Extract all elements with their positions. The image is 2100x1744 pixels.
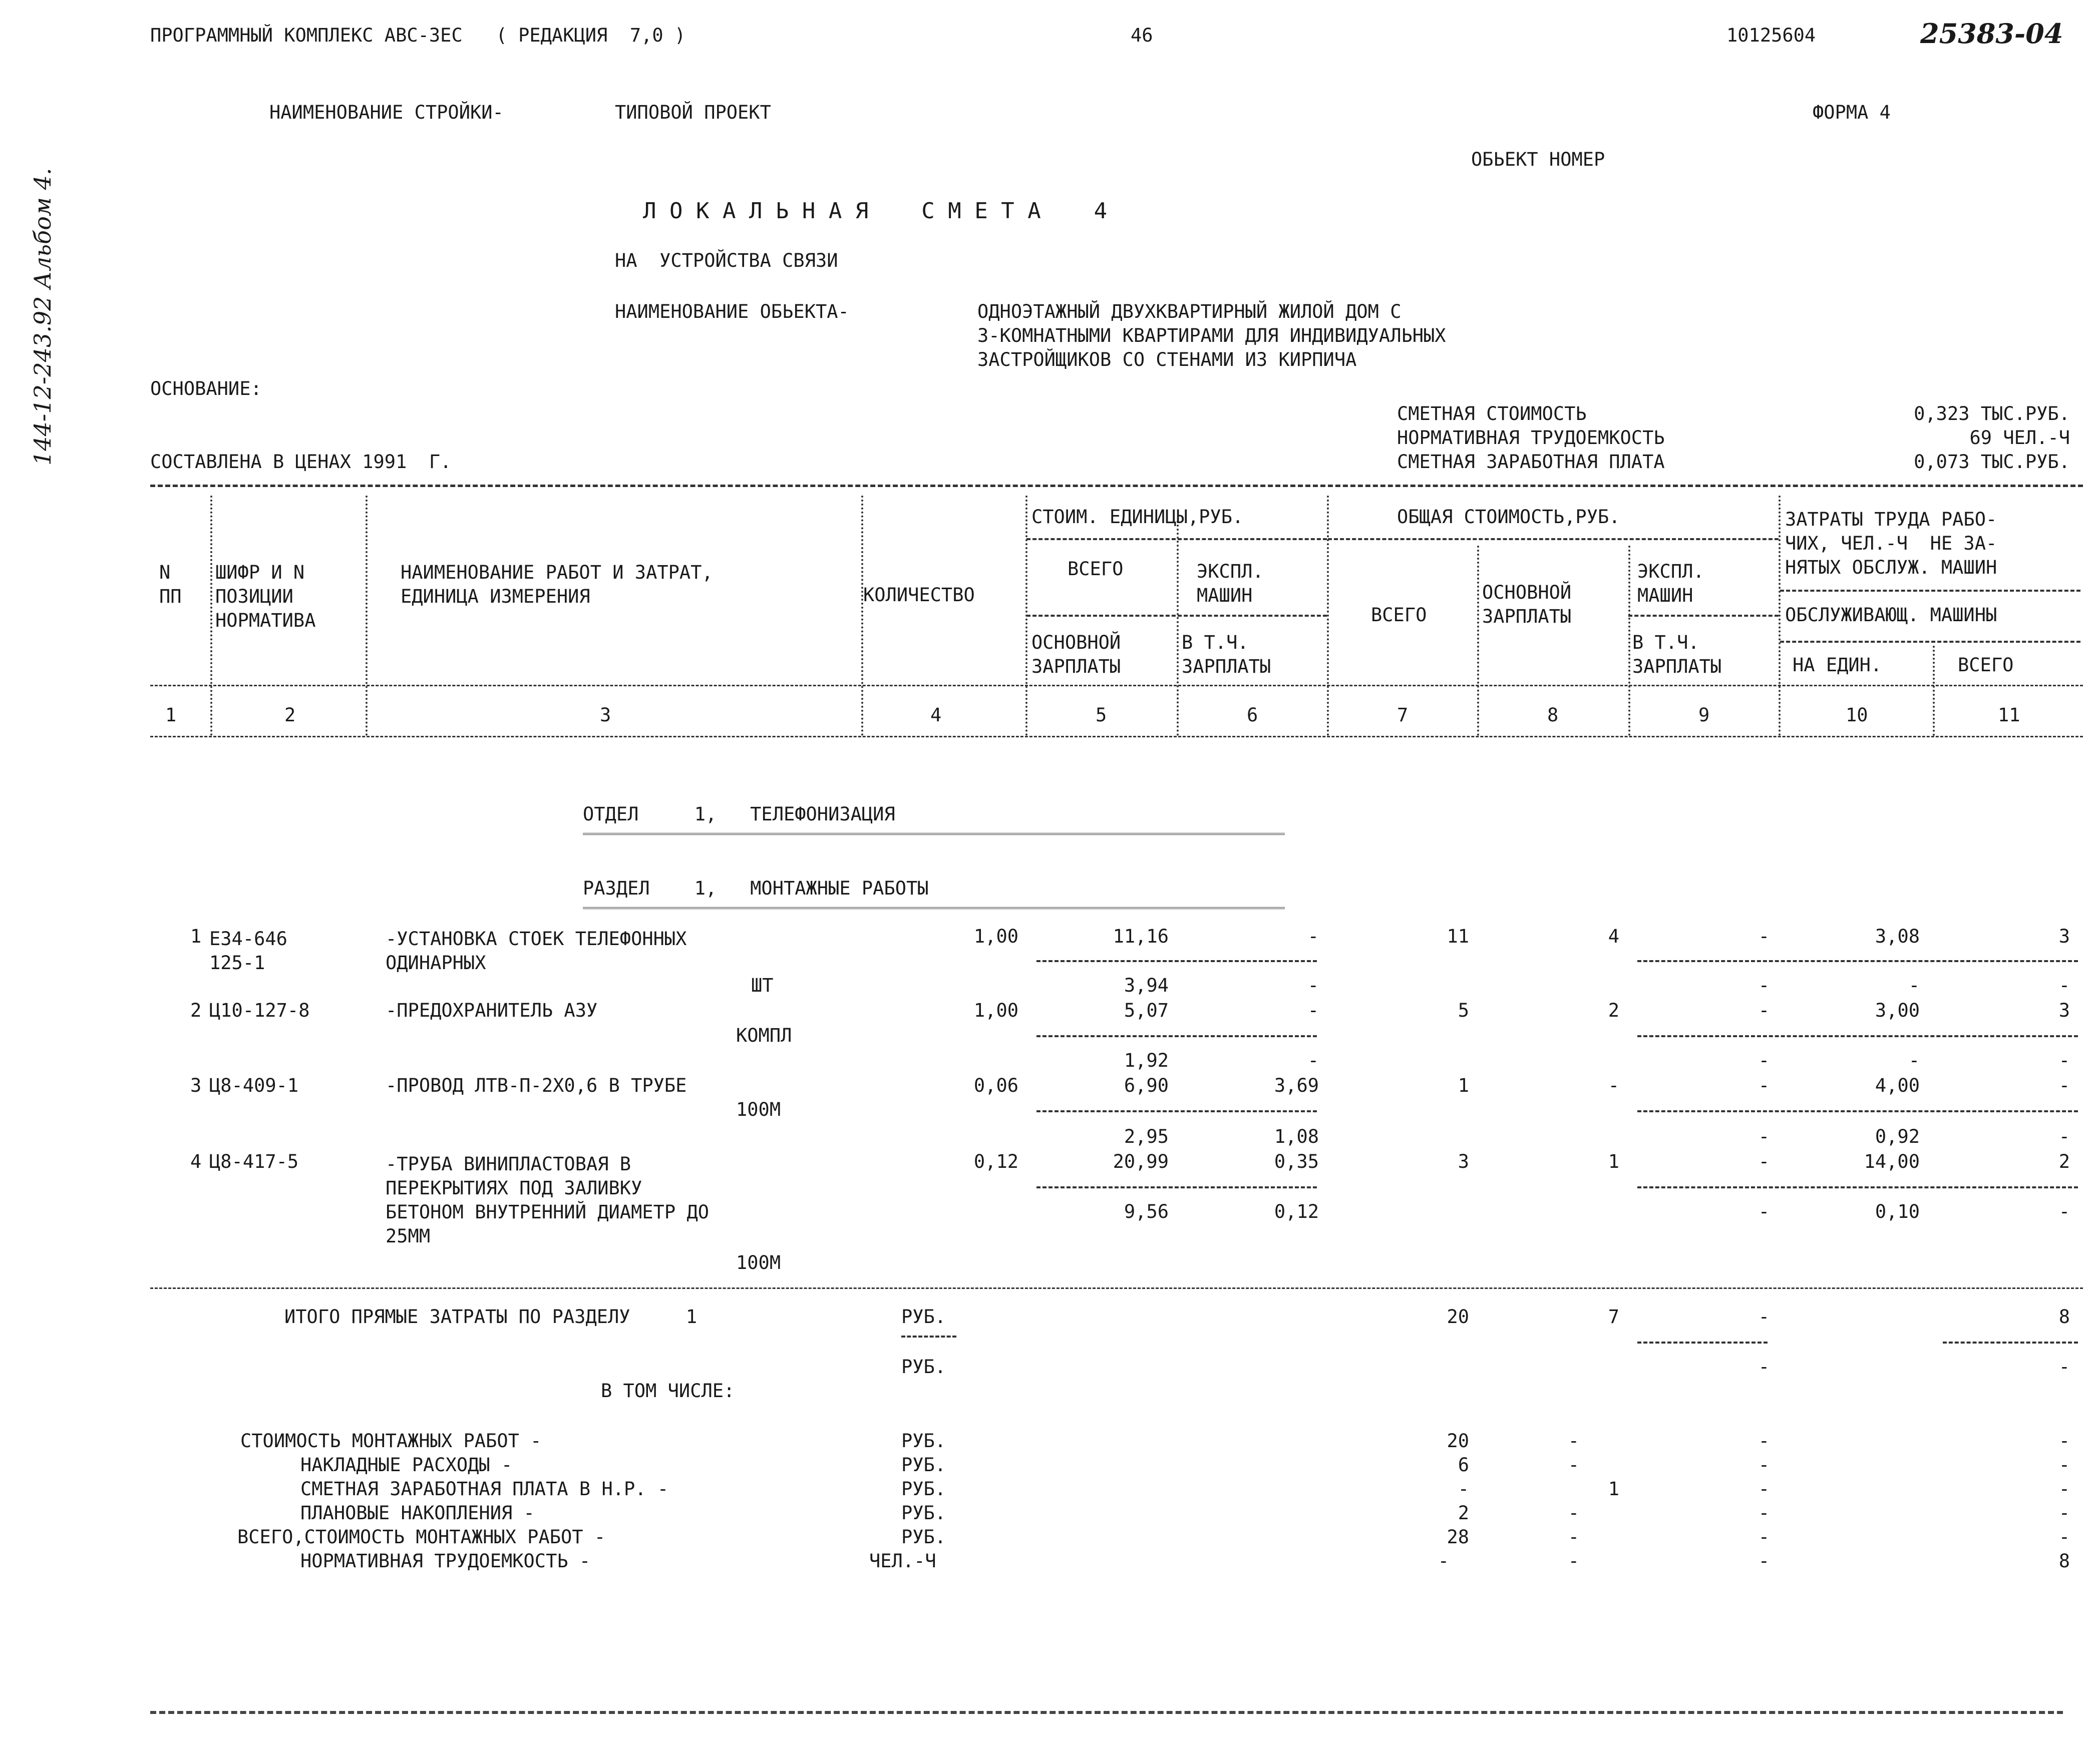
totals-subrule xyxy=(1637,1342,1768,1344)
totals-machine-wage: - xyxy=(1758,1356,1770,1378)
row-subrule xyxy=(1637,960,2078,962)
totals-label: ИТОГО ПРЯМЫЕ ЗАТРАТЫ ПО РАЗДЕЛУ 1 xyxy=(284,1306,697,1328)
col5b-header: ОСНОВНОЙ ЗАРПЛАТЫ xyxy=(1031,632,1121,678)
breakdown-label: СМЕТНАЯ ЗАРАБОТНАЯ ПЛАТА В Н.Р. - xyxy=(300,1478,669,1500)
row-code: Ц10-127-8 xyxy=(209,1000,310,1021)
row-unit-cost: 11,16 xyxy=(1113,926,1169,947)
row-unit-wage: 9,56 xyxy=(1124,1201,1169,1222)
row-total: 5 xyxy=(1458,1000,1469,1021)
estimate-subject: НА УСТРОЙСТВА СВЯЗИ xyxy=(615,250,838,271)
col-sep xyxy=(210,496,212,736)
col-sep xyxy=(366,496,368,736)
side-album-label: 144-12-243.92 Альбом 4. xyxy=(29,168,56,466)
labor-subrule xyxy=(1780,590,2080,592)
total-cost-header: ОБЩАЯ СТОИМОСТЬ,РУБ. xyxy=(1397,506,1620,528)
breakdown-label: ПЛАНОВЫЕ НАКОПЛЕНИЯ - xyxy=(300,1502,535,1524)
col8-header: ОСНОВНОЙ ЗАРПЛАТЫ xyxy=(1482,582,1572,628)
row-number: 4 xyxy=(190,1151,202,1172)
col-number-4: 4 xyxy=(930,704,942,726)
summary-label-wage: СМЕТНАЯ ЗАРАБОТНАЯ ПЛАТА xyxy=(1397,451,1665,473)
summary-label-cost: СМЕТНАЯ СТОИМОСТЬ xyxy=(1397,403,1587,424)
labor-subrule-2 xyxy=(1780,641,2080,643)
object-number: ОБЬЕКТ НОМЕР xyxy=(1471,149,1605,170)
breakdown-labor: - xyxy=(2058,1526,2070,1548)
row-quantity: 1,00 xyxy=(973,926,1018,947)
col1-header: N ПП xyxy=(159,562,182,608)
row-labor-total: 3 xyxy=(2058,1000,2070,1021)
unit-cost-header: СТОИМ. ЕДИНИЦЫ,РУБ. xyxy=(1031,506,1244,528)
breakdown-wage: - xyxy=(1568,1550,1579,1572)
col6-header: ЭКСПЛ. МАШИН xyxy=(1197,561,1264,607)
row-labor-total-machines: - xyxy=(2058,1201,2070,1222)
section-underline xyxy=(583,907,1285,911)
breakdown-wage: 1 xyxy=(1608,1478,1619,1500)
program-header: ПРОГРАММНЫЙ КОМПЛЕКС АВС-3ЕС ( РЕДАКЦИЯ 7,0 ) xyxy=(150,25,686,46)
row-unit-wage: 3,94 xyxy=(1124,975,1169,996)
row-labor-total: 2 xyxy=(2058,1151,2070,1172)
row-code: Ц8-409-1 xyxy=(209,1075,299,1096)
breakdown-total: 2 xyxy=(1458,1502,1469,1524)
row-subrule xyxy=(1637,1110,2078,1112)
row-unit-machines: - xyxy=(1307,926,1319,947)
row-subrule xyxy=(1036,1035,1317,1037)
row-quantity: 0,06 xyxy=(973,1075,1018,1096)
row-labor-total: 3 xyxy=(2058,926,2070,947)
summary-value-cost: 0,323 ТЫС.РУБ. xyxy=(1914,403,2070,424)
breakdown-labor: - xyxy=(2058,1454,2070,1476)
breakdown-machines: - xyxy=(1758,1526,1770,1548)
breakdown-unit: РУБ. xyxy=(901,1478,946,1500)
numbers-bottom-rule xyxy=(150,736,2083,737)
table-top-rule xyxy=(150,485,2083,487)
row-quantity: 0,12 xyxy=(973,1151,1018,1172)
row-unit-machine-wage: 0,12 xyxy=(1274,1201,1319,1222)
row-unit-wage: 1,92 xyxy=(1124,1050,1169,1071)
project-label: НАИМЕНОВАНИЕ СТРОЙКИ- xyxy=(269,102,504,123)
unit-cost-subrule xyxy=(1026,538,1327,540)
row-name: -ПРЕДОХРАНИТЕЛЬ АЗУ xyxy=(386,1000,598,1021)
row-machines: - xyxy=(1758,1151,1770,1172)
object-line-2: 3-КОМНАТНЫМИ КВАРТИРАМИ ДЛЯ ИНДИВИДУАЛЬНЫХ xyxy=(977,325,1446,346)
row-code: Е34-646 125-1 xyxy=(209,928,287,974)
breakdown-label: ВСЕГО,СТОИМОСТЬ МОНТАЖНЫХ РАБОТ - xyxy=(237,1526,606,1548)
breakdown-machines: - xyxy=(1758,1454,1770,1476)
row-machines: - xyxy=(1758,926,1770,947)
totals-rule xyxy=(150,1287,2083,1289)
breakdown-total: 20 xyxy=(1447,1430,1469,1452)
col-number-7: 7 xyxy=(1397,704,1409,726)
row-unit: 100М xyxy=(736,1099,781,1120)
col-sep xyxy=(861,496,863,736)
breakdown-labor: - xyxy=(2058,1430,2070,1452)
totals-labor: 8 xyxy=(2058,1306,2070,1328)
breakdown-labor: - xyxy=(2058,1502,2070,1524)
row-unit-cost: 6,90 xyxy=(1124,1075,1169,1096)
department-heading: ОТДЕЛ 1, ТЕЛЕФОНИЗАЦИЯ xyxy=(583,803,895,825)
col-number-6: 6 xyxy=(1247,704,1258,726)
breakdown-machines: - xyxy=(1758,1430,1770,1452)
estimate-title: Л О К А Л Ь Н А Я С М Е Т А 4 xyxy=(643,198,1108,224)
col-sep xyxy=(1327,496,1329,736)
row-quantity: 1,00 xyxy=(973,1000,1018,1021)
row-total: 11 xyxy=(1447,926,1469,947)
header-bottom-rule xyxy=(150,685,2083,686)
row-base-wage: 4 xyxy=(1608,926,1619,947)
row-machines: - xyxy=(1758,1075,1770,1096)
row-unit-machine-wage: - xyxy=(1307,975,1319,996)
row-labor-total-machines: - xyxy=(2058,975,2070,996)
row-name: -ПРОВОД ЛТВ-П-2Х0,6 В ТРУБЕ xyxy=(386,1075,687,1096)
department-underline xyxy=(583,833,1285,837)
row-unit-wage: 2,95 xyxy=(1124,1126,1169,1147)
breakdown-unit: ЧЕЛ.-Ч xyxy=(869,1550,936,1572)
col-sep xyxy=(1779,496,1781,736)
breakdown-total: - xyxy=(1458,1478,1469,1500)
row-labor-total-machines: - xyxy=(2058,1050,2070,1071)
row-labor-unit-machines: - xyxy=(1908,975,1920,996)
handwritten-stamp: 25383-04 xyxy=(1920,18,2063,50)
including-label: В ТОМ ЧИСЛЕ: xyxy=(601,1380,735,1402)
summary-value-wage: 0,073 ТЫС.РУБ. xyxy=(1914,451,2070,473)
breakdown-unit: РУБ. xyxy=(901,1502,946,1524)
row-labor-unit: 3,08 xyxy=(1875,926,1920,947)
col11-header: ВСЕГО xyxy=(1958,654,2014,676)
prices-year: СОСТАВЛЕНА В ЦЕНАХ 1991 Г. xyxy=(150,451,452,473)
row-base-wage: 2 xyxy=(1608,1000,1619,1021)
unit-cost-subrule-2 xyxy=(1026,615,1327,617)
document-code: 10125604 xyxy=(1726,25,1816,46)
col-number-11: 11 xyxy=(1998,704,2020,726)
row-labor-total-machines: - xyxy=(2058,1126,2070,1147)
row-name: -УСТАНОВКА СТОЕК ТЕЛЕФОННЫХ ОДИНАРНЫХ xyxy=(386,928,687,974)
row-base-wage: - xyxy=(1608,1075,1619,1096)
row-unit-machines: - xyxy=(1307,1000,1319,1021)
breakdown-labor: 8 xyxy=(2058,1550,2070,1572)
row-subrule xyxy=(1637,1186,2078,1188)
row-unit: 100М xyxy=(736,1252,781,1273)
col-number-3: 3 xyxy=(600,704,611,726)
col-sep xyxy=(1177,521,1179,736)
labor-machines-header: ОБСЛУЖИВАЮЩ. МАШИНЫ xyxy=(1785,604,1997,626)
row-machines: - xyxy=(1758,1000,1770,1021)
row-subrule xyxy=(1036,960,1317,962)
row-code: Ц8-417-5 xyxy=(209,1151,299,1172)
project-value: ТИПОВОЙ ПРОЕКТ xyxy=(615,102,771,123)
labor-header: ЗАТРАТЫ ТРУДА РАБО- ЧИХ, ЧЕЛ.-Ч НЕ ЗА- НЯТЫХ ОБСЛУЖ. МАШИН xyxy=(1785,509,1997,579)
basis-label: ОСНОВАНИЕ: xyxy=(150,378,262,399)
breakdown-label: СТОИМОСТЬ МОНТАЖНЫХ РАБОТ - xyxy=(240,1430,542,1452)
col-number-1: 1 xyxy=(165,704,177,726)
breakdown-label: НОРМАТИВНАЯ ТРУДОЕМКОСТЬ - xyxy=(300,1550,591,1572)
form-label: ФОРМА 4 xyxy=(1813,102,1891,123)
breakdown-machines: - xyxy=(1758,1550,1770,1572)
row-labor-unit-machines: 0,10 xyxy=(1875,1201,1920,1222)
summary-label-labor: НОРМАТИВНАЯ ТРУДОЕМКОСТЬ xyxy=(1397,427,1665,449)
row-base-wage: 1 xyxy=(1608,1151,1619,1172)
row-labor-unit: 4,00 xyxy=(1875,1075,1920,1096)
row-unit-machine-wage: - xyxy=(1307,1050,1319,1071)
summary-value-labor: 69 ЧЕЛ.-Ч xyxy=(1969,427,2070,449)
col4-header: КОЛИЧЕСТВО xyxy=(863,584,975,606)
col6b-header: В Т.Ч. ЗАРПЛАТЫ xyxy=(1182,632,1271,678)
breakdown-wage: - xyxy=(1568,1430,1579,1452)
row-number: 2 xyxy=(190,1000,202,1021)
machine-subrule xyxy=(1628,615,1779,617)
page-bottom-rule xyxy=(150,1711,2063,1714)
page-number: 46 xyxy=(1131,25,1153,46)
row-subrule xyxy=(1036,1186,1317,1188)
col7-header: ВСЕГО xyxy=(1371,604,1427,626)
row-machine-wage: - xyxy=(1758,1050,1770,1071)
col3-header: НАИМЕНОВАНИЕ РАБОТ И ЗАТРАТ, ЕДИНИЦА ИЗМЕРЕНИЯ xyxy=(401,562,713,608)
row-unit-machines: 0,35 xyxy=(1274,1151,1319,1172)
row-total: 1 xyxy=(1458,1075,1469,1096)
col-number-9: 9 xyxy=(1698,704,1710,726)
breakdown-wage: - xyxy=(1568,1454,1579,1476)
col-number-2: 2 xyxy=(284,704,296,726)
row-labor-unit: 3,00 xyxy=(1875,1000,1920,1021)
col-number-5: 5 xyxy=(1096,704,1107,726)
col-sep xyxy=(1933,646,1935,736)
breakdown-machines: - xyxy=(1758,1478,1770,1500)
breakdown-unit: РУБ. xyxy=(901,1430,946,1452)
row-total: 3 xyxy=(1458,1151,1469,1172)
col-number-10: 10 xyxy=(1846,704,1868,726)
row-subrule xyxy=(1036,1110,1317,1112)
totals-unit-rule xyxy=(901,1336,956,1338)
row-unit-cost: 5,07 xyxy=(1124,1000,1169,1021)
object-line-3: ЗАСТРОЙЩИКОВ СО СТЕНАМИ ИЗ КИРПИЧА xyxy=(977,349,1357,370)
row-unit: КОМПЛ xyxy=(736,1025,792,1046)
row-machine-wage: - xyxy=(1758,975,1770,996)
totals-total: 20 xyxy=(1447,1306,1469,1328)
row-unit: ШТ xyxy=(751,975,774,996)
row-number: 1 xyxy=(190,926,202,947)
totals-unit: РУБ. xyxy=(901,1306,946,1328)
totals-unit-2: РУБ. xyxy=(901,1356,946,1378)
row-name: -ТРУБА ВИНИПЛАСТОВАЯ В ПЕРЕКРЫТИЯХ ПОД ЗАЛИВКУ БЕТОНОМ ВНУТРЕННИЙ ДИАМЕТР ДО 25ММ xyxy=(386,1153,710,1247)
section-heading: РАЗДЕЛ 1, МОНТАЖНЫЕ РАБОТЫ xyxy=(583,878,929,899)
object-line-1: ОДНОЭТАЖНЫЙ ДВУХКВАРТИРНЫЙ ЖИЛОЙ ДОМ С xyxy=(977,301,1402,322)
breakdown-label: НАКЛАДНЫЕ РАСХОДЫ - xyxy=(300,1454,513,1476)
row-unit-machine-wage: 1,08 xyxy=(1274,1126,1319,1147)
object-label: НАИМЕНОВАНИЕ ОБЬЕКТА- xyxy=(615,301,849,322)
totals-base-wage: 7 xyxy=(1608,1306,1619,1328)
breakdown-labor: - xyxy=(2058,1478,2070,1500)
breakdown-unit: РУБ. xyxy=(901,1454,946,1476)
row-machine-wage: - xyxy=(1758,1126,1770,1147)
col10-header: НА ЕДИН. xyxy=(1793,654,1882,676)
breakdown-wage: - xyxy=(1568,1526,1579,1548)
breakdown-wage: - xyxy=(1568,1502,1579,1524)
breakdown-machines: - xyxy=(1758,1502,1770,1524)
col-sep xyxy=(1628,546,1630,736)
row-subrule xyxy=(1637,1035,2078,1037)
totals-machines: - xyxy=(1758,1306,1770,1328)
col-number-8: 8 xyxy=(1547,704,1559,726)
col5-header: ВСЕГО xyxy=(1068,558,1124,580)
breakdown-total: 6 xyxy=(1458,1454,1469,1476)
breakdown-total: - xyxy=(1438,1550,1449,1572)
breakdown-total: 28 xyxy=(1447,1526,1469,1548)
col9-header: ЭКСПЛ. МАШИН xyxy=(1637,561,1704,607)
totals-labor-machines: - xyxy=(2058,1356,2070,1378)
col-sep xyxy=(1477,546,1479,736)
row-labor-total: - xyxy=(2058,1075,2070,1096)
row-unit-cost: 20,99 xyxy=(1113,1151,1169,1172)
breakdown-unit: РУБ. xyxy=(901,1526,946,1548)
row-labor-unit-machines: - xyxy=(1908,1050,1920,1071)
row-machine-wage: - xyxy=(1758,1201,1770,1222)
col2-header: ШИФР И N ПОЗИЦИИ НОРМАТИВА xyxy=(215,562,316,632)
col9b-header: В Т.Ч. ЗАРПЛАТЫ xyxy=(1632,632,1722,678)
row-number: 3 xyxy=(190,1075,202,1096)
totals-subrule xyxy=(1943,1342,2078,1344)
row-labor-unit-machines: 0,92 xyxy=(1875,1126,1920,1147)
total-cost-subrule xyxy=(1328,538,1779,540)
row-labor-unit: 14,00 xyxy=(1864,1151,1920,1172)
row-unit-machines: 3,69 xyxy=(1274,1075,1319,1096)
